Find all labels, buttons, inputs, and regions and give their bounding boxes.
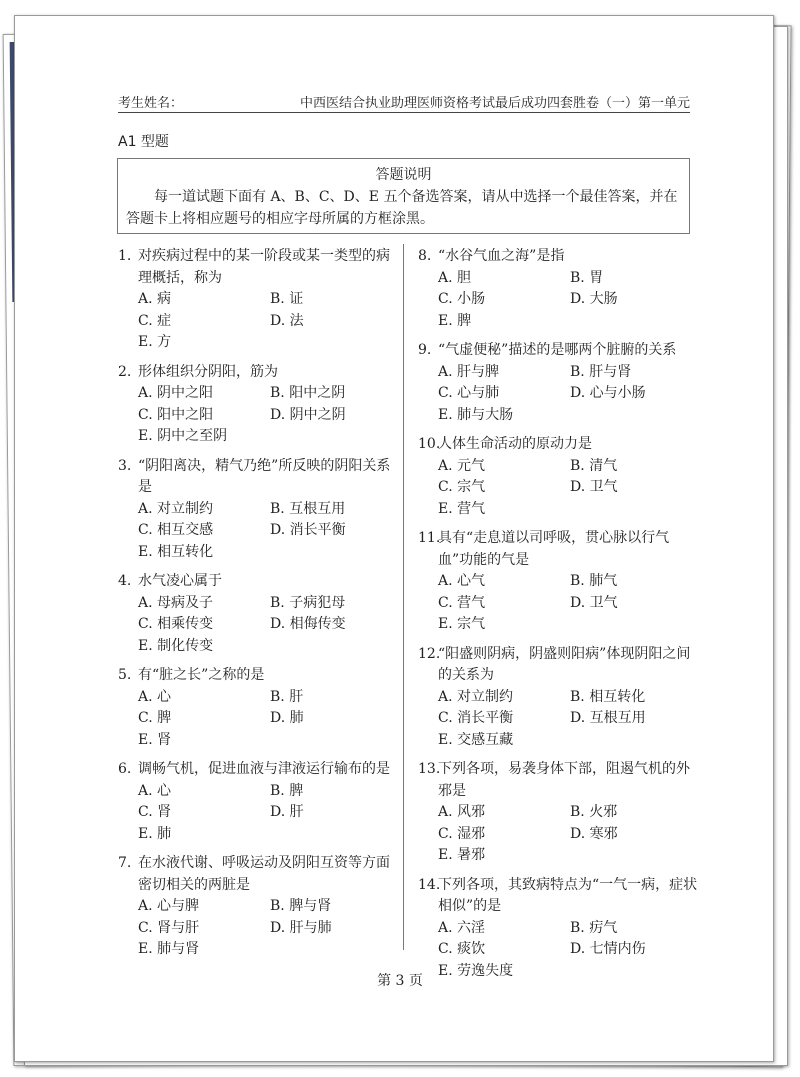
- question-text: “阳盛则阴病，阴盛则阳病”体现阴阳之间的关系为: [438, 645, 691, 683]
- answer-option: A. 病: [138, 291, 172, 307]
- answer-options: [118, 593, 398, 658]
- question-stem: [118, 759, 398, 781]
- answer-option: B. 肝与肾: [570, 363, 632, 380]
- question-item: [418, 434, 698, 520]
- section-title: A1 型题: [118, 134, 169, 150]
- question-text: 下列各项，其致病特点为“一气一病，症状相似”的是: [438, 876, 698, 914]
- answer-option: D. 互根互用: [570, 710, 646, 726]
- answer-option: E. 劳逸失度: [438, 962, 514, 979]
- question-text: 形体组织分阴阳，筋为: [138, 363, 278, 380]
- answer-option: B. 清气: [570, 457, 618, 474]
- question-text: 在水液代谢、呼吸运动及阴阳互资等方面密切相关的两脏是: [138, 855, 390, 893]
- question-item: [118, 665, 398, 751]
- answer-option: B. 火邪: [570, 804, 618, 820]
- question-text: 具有“走息道以司呼吸，贯心脉以行气血”功能的气是: [438, 530, 670, 568]
- answer-option: C. 营气: [438, 594, 486, 611]
- instructions-body: 每一道试题下面有 A、B、C、D、E 五个备选答案，请从中选择一个最佳答案，并在答题卡上将相应题号的相应字母所属的方框涂黑。: [126, 189, 678, 227]
- question-number: 12.: [418, 645, 441, 662]
- answer-option: E. 宗气: [438, 616, 486, 632]
- answer-option: A. 胆: [438, 269, 472, 286]
- answer-option: E. 营气: [438, 500, 486, 517]
- question-number: 5.: [118, 667, 132, 683]
- question-item: [118, 571, 398, 657]
- question-text: “气虚便秘”描述的是哪两个脏腑的关系: [438, 342, 677, 358]
- answer-option: D. 肝与肺: [270, 919, 332, 936]
- question-stem: [418, 528, 698, 571]
- question-item: [418, 759, 698, 867]
- answer-option: D. 大肠: [570, 291, 618, 307]
- answer-option: B. 互根互用: [270, 500, 346, 517]
- instructions-title: 答题说明: [375, 167, 432, 183]
- question-number: 13.: [418, 761, 441, 777]
- question-number: 2.: [118, 363, 132, 380]
- answer-option: A. 心与脾: [138, 898, 200, 914]
- question-number: 1.: [118, 248, 132, 264]
- answer-option: E. 肺: [138, 825, 172, 842]
- question-stem: [118, 362, 398, 384]
- answer-option: C. 脾: [138, 710, 172, 726]
- question-stem: [418, 759, 698, 802]
- answer-options: [118, 687, 398, 752]
- answer-options: [118, 289, 398, 354]
- answer-option: E. 交感互藏: [438, 731, 514, 748]
- question-text: 水气凌心属于: [138, 573, 222, 589]
- question-number: 10.: [418, 436, 441, 452]
- answer-option: D. 卫气: [570, 479, 618, 495]
- question-item: [118, 853, 398, 961]
- answer-option: E. 相互转化: [138, 543, 214, 560]
- question-number: 3.: [118, 457, 132, 474]
- question-text: “阴阳离决，精气乃绝”所反映的阴阳关系是: [138, 457, 391, 495]
- answer-option: C. 症: [138, 312, 172, 329]
- answer-option: E. 暑邪: [438, 847, 486, 863]
- question-stem: [118, 246, 398, 289]
- answer-options: [418, 802, 698, 867]
- answer-option: D. 法: [270, 312, 304, 329]
- answer-option: C. 肾与肝: [138, 919, 200, 936]
- exam-title: 中西医结合执业助理医师资格考试最后成功四套胜卷（一）第一单元: [299, 96, 690, 111]
- question-number: 14.: [418, 876, 441, 893]
- answer-option: C. 宗气: [438, 479, 486, 495]
- answer-options: [418, 456, 698, 521]
- question-stem: [418, 246, 698, 268]
- question-item: [118, 362, 398, 448]
- answer-option: D. 七情内伤: [570, 941, 646, 957]
- question-stem: [118, 571, 398, 593]
- answer-option: B. 胃: [570, 269, 604, 286]
- answer-option: C. 肾: [138, 804, 172, 820]
- answer-option: A. 阴中之阳: [138, 385, 214, 401]
- answer-option: B. 疠气: [570, 919, 618, 936]
- answer-option: A. 肝与脾: [438, 363, 500, 380]
- answer-option: C. 相乘传变: [138, 616, 214, 632]
- answer-option: A. 风邪: [438, 804, 486, 820]
- answer-option: D. 心与小肠: [570, 385, 646, 401]
- answer-option: B. 阳中之阴: [270, 385, 346, 401]
- answer-option: D. 阴中之阴: [270, 406, 346, 423]
- question-number: 4.: [118, 573, 132, 589]
- answer-options: [418, 571, 698, 636]
- answer-option: B. 证: [270, 291, 304, 307]
- answer-option: D. 肝: [270, 804, 304, 820]
- answer-option: E. 脾: [438, 312, 472, 329]
- question-text: 对疾病过程中的某一阶段或某一类型的病理概括，称为: [138, 248, 390, 286]
- candidate-name-label: 考生姓名：: [118, 96, 184, 111]
- answer-option: A. 心: [138, 782, 172, 799]
- question-text: 人体生命活动的原动力是: [438, 436, 592, 452]
- answer-option: E. 方: [138, 334, 172, 350]
- answer-option: B. 子病犯母: [270, 594, 346, 611]
- answer-option: B. 相互转化: [570, 688, 646, 705]
- question-item: [418, 644, 698, 752]
- answer-option: A. 对立制约: [138, 500, 214, 517]
- question-number: 9.: [418, 342, 432, 358]
- answer-option: A. 六淫: [438, 919, 486, 936]
- question-stem: [418, 875, 698, 918]
- question-item: [118, 759, 398, 845]
- question-text: 有“脏之长”之称的是: [138, 667, 265, 683]
- question-number: 6.: [118, 761, 132, 777]
- page-header: [118, 92, 690, 113]
- question-number: 8.: [418, 248, 432, 264]
- answer-option: C. 相互交感: [138, 522, 214, 538]
- answer-options: [118, 896, 398, 961]
- answer-option: C. 阳中之阳: [138, 406, 214, 423]
- question-stem: [118, 665, 398, 687]
- answer-options: [418, 687, 698, 752]
- answer-option: C. 湿邪: [438, 825, 486, 842]
- question-item: [418, 246, 698, 332]
- answer-option: D. 消长平衡: [270, 522, 346, 538]
- answer-option: C. 消长平衡: [438, 710, 514, 726]
- answer-option: B. 脾: [270, 782, 304, 799]
- answer-option: B. 脾与肾: [270, 898, 332, 914]
- answer-option: E. 阴中之至阴: [138, 428, 228, 444]
- column-divider: [403, 244, 404, 950]
- answer-options: [118, 499, 398, 564]
- answer-option: E. 制化传变: [138, 637, 214, 654]
- answer-options: [118, 383, 398, 448]
- answer-option: A. 对立制约: [438, 688, 514, 705]
- answer-option: B. 肝: [270, 688, 304, 705]
- question-item: [418, 875, 698, 983]
- question-item: [118, 456, 398, 564]
- question-number: 7.: [118, 855, 132, 871]
- answer-option: C. 痰饮: [438, 941, 486, 957]
- page-number: 第 3 页: [377, 973, 423, 989]
- question-stem: [418, 340, 698, 362]
- answer-options: [418, 362, 698, 427]
- answer-option: D. 寒邪: [570, 825, 618, 842]
- answer-option: D. 卫气: [570, 594, 618, 611]
- answer-option: A. 心: [138, 688, 172, 705]
- answer-options: [118, 781, 398, 846]
- answer-option: E. 肺与肾: [138, 941, 200, 957]
- question-item: [118, 246, 398, 354]
- question-column-right: [418, 246, 698, 990]
- answer-option: A. 元气: [438, 457, 486, 474]
- question-stem: [118, 456, 398, 499]
- answer-option: A. 心气: [438, 573, 486, 589]
- question-text: 下列各项，易袭身体下部，阻遏气机的外邪是: [438, 761, 690, 799]
- question-column-left: [118, 246, 398, 969]
- question-stem: [418, 644, 698, 687]
- answer-option: E. 肺与大肠: [438, 406, 514, 423]
- question-stem: [418, 434, 698, 456]
- question-item: [418, 340, 698, 426]
- question-stem: [118, 853, 398, 896]
- answer-option: C. 心与肺: [438, 385, 500, 401]
- answer-option: C. 小肠: [438, 291, 486, 307]
- question-item: [418, 528, 698, 636]
- question-text: “水谷气血之海”是指: [438, 248, 565, 264]
- answer-option: D. 相侮传变: [270, 616, 346, 632]
- instructions-box: [117, 158, 690, 234]
- question-number: 11.: [418, 530, 441, 546]
- answer-option: D. 肺: [270, 710, 304, 726]
- answer-option: B. 肺气: [570, 573, 618, 589]
- answer-option: A. 母病及子: [138, 594, 214, 611]
- answer-options: [418, 268, 698, 333]
- answer-option: E. 肾: [138, 731, 172, 748]
- question-text: 调畅气机，促进血液与津液运行输布的是: [138, 761, 390, 777]
